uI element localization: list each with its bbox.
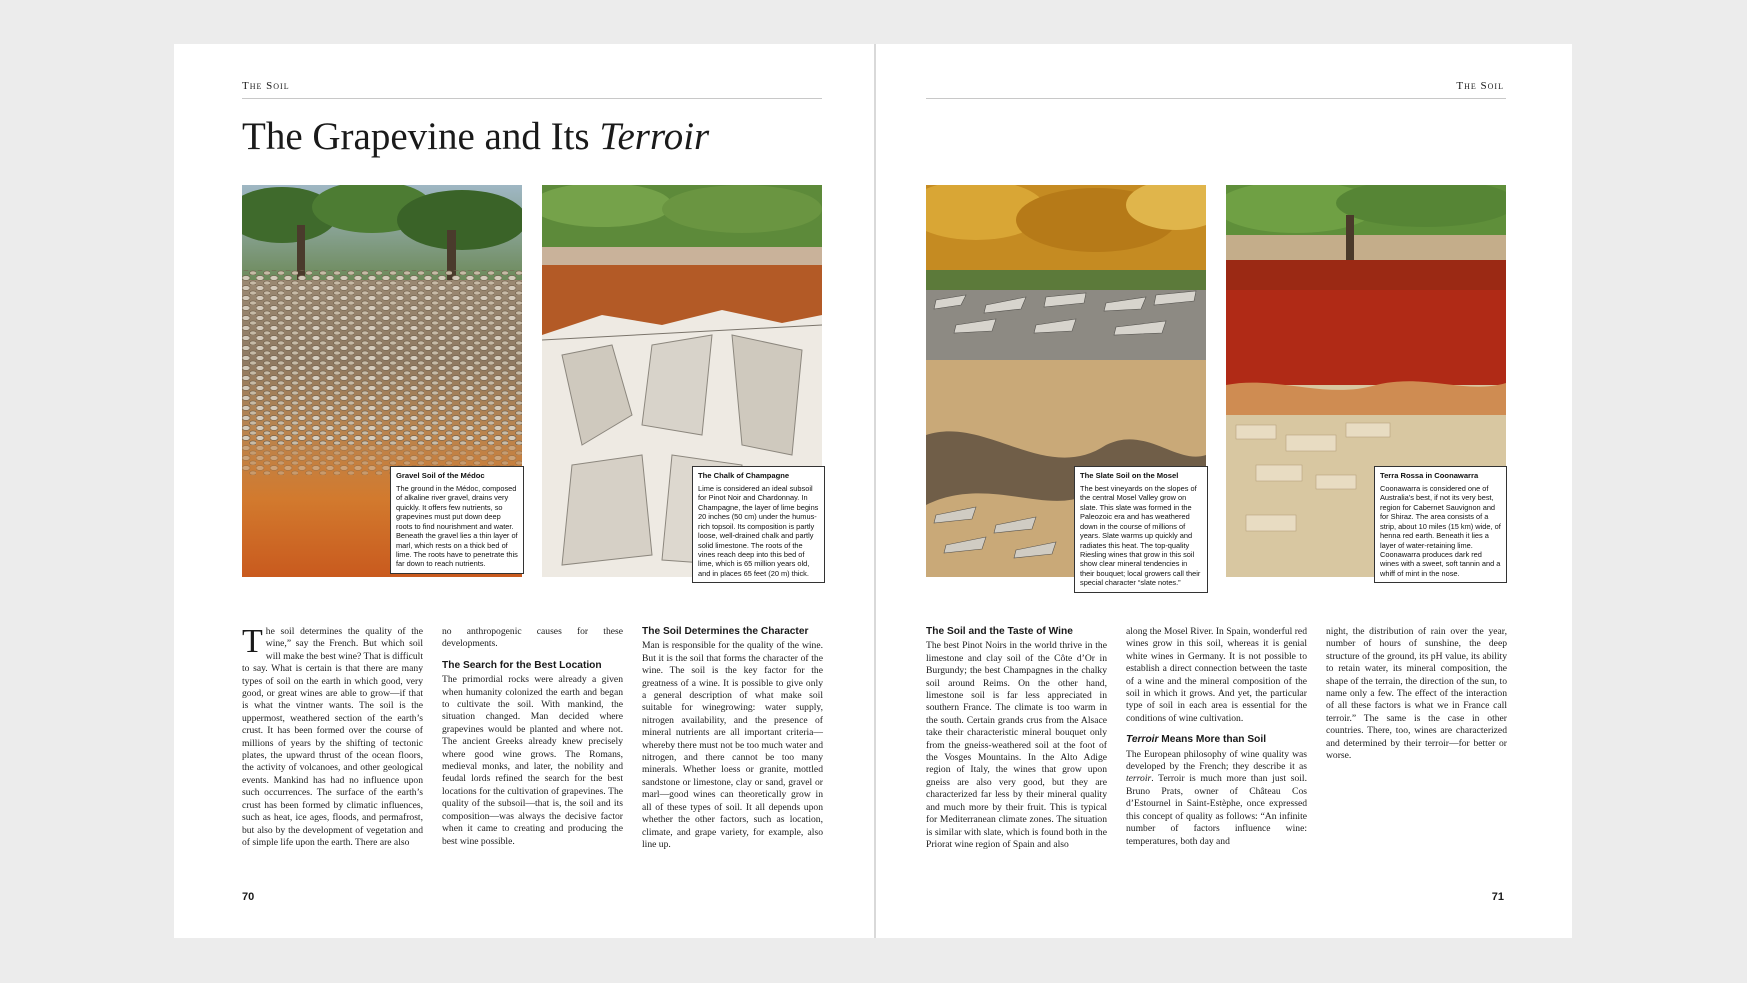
paragraph	[1126, 749, 1307, 848]
paragraph-italic: terroir	[1126, 773, 1152, 785]
caption-title: Gravel Soil of the Médoc	[396, 471, 485, 480]
caption-title: The Chalk of Champagne	[698, 471, 790, 480]
text-column-3	[642, 626, 823, 851]
drop-cap: T	[242, 623, 263, 660]
subheading	[1126, 734, 1307, 746]
text-column-2	[442, 626, 623, 848]
title-main: The Grapevine and Its	[242, 115, 590, 158]
page-number-left: 70	[242, 891, 255, 903]
paragraph: Man is responsible for the quality of the wine. But it is the soil that forms the character of the wine. The soil is the key factor for the greatness of a wine. It is possible to give only a general description of what make soil suitable for winegrowing: water supply, nitrogen availability, and the presence of mineral nutrients are all important criteria—whereby there must not be too much water and nitrogen, and there cannot be too many minerals. Whether loess or granite, mottled sandstone or limestone, clay or sand, gravel or marl—good wines can theoretically grow in all of these types of soil. It all depends upon whether the other factors, such as location, climate, and grape variety, for example, also line up.	[642, 640, 823, 850]
paragraph: The primordial rocks were already a given when humanity colonized the earth and began to cultivate the soil. With mankind, the situation changed. Man decided where grapevines would be planted and where not. The ancient Greeks already knew precisely where good wine grows. The Romans, medieval monks, and later, the nobility and feudal lords refined the search for the best locations for the cultivation of grapevines. The quality of the subsoil—that is, the soil and its composition—was always the decisive factor when it came to creating and producing the best wine possible.	[442, 674, 623, 847]
right-page	[876, 44, 1572, 938]
page-number-right: 71	[1491, 891, 1504, 903]
page-title	[242, 114, 709, 159]
text-column-4	[926, 626, 1107, 851]
caption-text: Lime is considered an ideal subsoil for Pinot Noir and Chardonnay. In Champagne, the layer of lime begins 20 inches (50 cm) under the humus-rich topsoil. Its composition is partly loose, well-drained chalk and partly solid limestone. The roots of the vines reach deep into this bed of lime, which is 65 million years old, and in places 65 feet (20 m) thick.	[698, 483, 819, 578]
subheading: The Soil Determines the Character	[642, 626, 809, 637]
caption-terra-rossa	[1374, 466, 1507, 583]
caption-text: The ground in the Médoc, composed of alkaline river gravel, drains very quickly. It offers few nutrients, so grapevines must put down deep roots to find nourishment and water. Beneath the gravel lies a thin layer of marl, which rests on a thick bed of lime. The roots have to penetrate this far down to reach nutrients.	[396, 483, 518, 569]
caption-slate	[1074, 466, 1208, 593]
left-page	[174, 44, 874, 938]
paragraph-part: . Terroir is much more than just soil. Bruno Prats, owner of Château Cos d’Estournel in Saint-Estèphe, once expressed this concept of quality as follows: “An infinite number of factors influence wine: temperatures, both day and	[1126, 773, 1307, 847]
caption-gravel	[390, 466, 524, 574]
caption-title: The Slate Soil on the Mosel	[1080, 471, 1179, 480]
header-rule-left	[242, 98, 822, 99]
running-head-left: The Soil	[242, 80, 290, 92]
paragraph: night, the distribution of rain over the year, number of hours of sunshine, the deep structure of the ground, its pH value, its ability to retain water, its mineral composition, the shape of the terrain, the direction of the sun, to name only a few. The effect of the interaction of all these factors is what we in France call terroir.” The same is the case in other countries. There, too, wines are characterized and determined by their terroir—for better or worse.	[1326, 626, 1507, 762]
caption-text: The best vineyards on the slopes of the central Mosel Valley grow on slate. This slate was formed in the Paleozoic era and has weathered down in the course of millions of years. Slate warms up quickly and radiates this heat. The top-quality Riesling wines that grow in this soil show clear mineral tendencies in their bouquet; local growers call their special character “slate notes.”	[1080, 483, 1201, 588]
paragraph: no anthropogenic causes for these developments.	[442, 626, 623, 650]
caption-chalk	[692, 466, 825, 583]
paragraph: he soil determines the quality of the wine,” say the French. But which soil will make the best wine? That is difficult to say. What is certain is that there are many types of soil on the earth in which good, very good, or great wines are able to grow—if that is what the vintner wants. The soil is the uppermost, weathered section of the earth’s crust. It has been formed over the course of millions of years by the shifting of tectonic plates, the upward thrust of the ocean floors, the activity of volcanoes, and other geological events. Mankind has had no influence upon such occurrences. The surface of the earth’s crust has been formed by climatic influences, such as heat, ice ages, floods, and permafrost, but also by the development of vegetation and of simple life upon the earth. There are also	[242, 626, 423, 848]
subheading: The Soil and the Taste of Wine	[926, 626, 1073, 637]
header-rule-right	[926, 98, 1506, 99]
title-italic: Terroir	[599, 115, 710, 158]
paragraph: along the Mosel River. In Spain, wonderful red wines grow in this soil, whereas it is genial white wines in Germany. It is not possible to establish a direct connection between the taste of a wine and the mineral composition of the soil in which it grows. And yet, the particular type of soil in each area is essential for the conditions of wine cultivation.	[1126, 626, 1307, 724]
text-column-6	[1326, 626, 1507, 762]
caption-title: Terra Rossa in Coonawarra	[1380, 471, 1479, 480]
subheading-italic: Terroir	[1126, 734, 1159, 746]
running-head-right: The Soil	[1456, 80, 1504, 92]
subheading-rest: Means More than Soil	[1158, 734, 1267, 746]
text-column-1	[242, 623, 423, 849]
text-column-5	[1126, 626, 1307, 848]
paragraph-part: The European philosophy of wine quality was developed by the French; they describe it as	[1126, 748, 1307, 773]
paragraph: The best Pinot Noirs in the world thrive in the limestone and clay soil of the Côte d’Or in Burgundy; the best Champagnes in the chalky soil around Reims. On the other hand, limestone soil is far less appreciated in southern France. The climate is too warm in the south. Certain grands crus from the Alsace take their characteristic mineral bouquet only from the gneiss-weathered soil at the foot of the Vosges Mountains. In the Alto Adige region of Italy, the wines that grow upon gneiss are also very good, but they are characterized far less by their mineral quality and much more by their fruit. This is typical for Mediterranean climate zones. The situation is similar with slate, which is found both in the Priorat wine region of Spain and also	[926, 640, 1107, 850]
caption-text: Coonawarra is considered one of Australia’s best, if not its very best, region for Cabernet Sauvignon and for Shiraz. The area consists of a strip, about 10 miles (15 km) wide, of henna red earth. Beneath it lies a layer of water-retaining lime. Coonawarra produces dark red wines with a sweet, soft tannin and a whiff of mint in the nose.	[1380, 483, 1501, 578]
subheading: The Search for the Best Location	[442, 659, 602, 671]
